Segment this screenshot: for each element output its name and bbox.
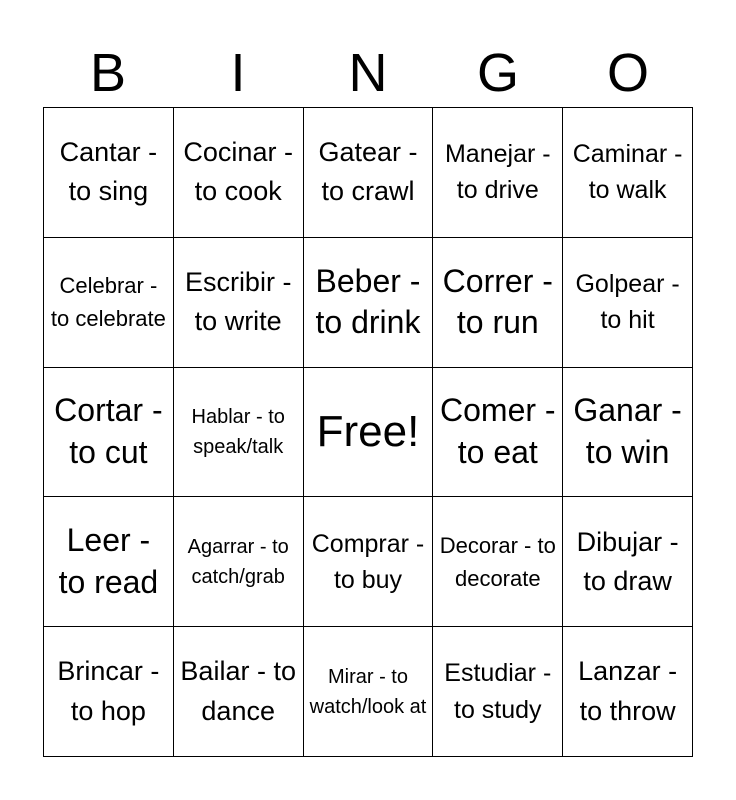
cell-text: Comer - to eat — [440, 392, 556, 470]
cell-text: Hablar - to speak/talk — [191, 405, 285, 458]
bingo-cell[interactable] — [174, 627, 304, 757]
bingo-cell[interactable] — [304, 497, 434, 627]
header-letter-n: N — [348, 43, 388, 103]
bingo-cell[interactable] — [174, 368, 304, 498]
cell-text: Lanzar - to throw — [578, 656, 678, 726]
bingo-cell[interactable] — [433, 627, 563, 757]
cell-text: Dibujar - to draw — [576, 526, 679, 596]
cell-text: Caminar - to walk — [572, 140, 683, 205]
cell-text: Ganar - to win — [573, 392, 682, 470]
cell-text: Bailar - to dance — [180, 656, 296, 726]
cell-text: Leer - to read — [58, 522, 159, 600]
bingo-cell[interactable] — [44, 627, 174, 757]
bingo-cell[interactable] — [44, 497, 174, 627]
bingo-cell[interactable] — [563, 108, 693, 238]
bingo-cell[interactable] — [44, 108, 174, 238]
bingo-cell[interactable] — [433, 497, 563, 627]
cell-text: Golpear - to hit — [575, 269, 680, 335]
bingo-cell[interactable] — [563, 627, 693, 757]
header-letter-g: G — [476, 43, 519, 103]
bingo-cell[interactable] — [174, 238, 304, 368]
cell-text: Agarrar - to catch/grab — [187, 535, 289, 588]
bingo-cell[interactable] — [304, 108, 434, 238]
bingo-cell[interactable] — [304, 238, 434, 368]
header-letter-i: I — [230, 43, 246, 103]
bingo-cell[interactable] — [174, 108, 304, 238]
bingo-cell[interactable] — [433, 108, 563, 238]
cell-text: Brincar - to hop — [57, 656, 160, 726]
cell-text: Celebrar - to celebrate — [50, 273, 166, 332]
bingo-cell[interactable] — [44, 238, 174, 368]
cell-text: Gatear - to crawl — [318, 137, 418, 207]
cell-text: Manejar - to drive — [444, 140, 551, 205]
cell-text: Comprar - to buy — [311, 529, 425, 594]
cell-text: Mirar - to watch/look at — [309, 665, 427, 718]
free-space-text: Free! — [316, 406, 420, 456]
bingo-grid — [43, 107, 693, 757]
bingo-cell[interactable] — [563, 238, 693, 368]
header-letter-o: O — [606, 43, 649, 103]
bingo-header — [43, 38, 693, 108]
bingo-cell[interactable] — [433, 238, 563, 368]
bingo-cell[interactable] — [563, 368, 693, 498]
bingo-cell[interactable] — [433, 368, 563, 498]
cell-text: Cortar - to cut — [54, 392, 163, 470]
cell-text: Escribir - to write — [184, 267, 292, 337]
bingo-cell[interactable] — [174, 497, 304, 627]
header-letter-b: B — [89, 43, 127, 103]
free-space-cell[interactable] — [304, 368, 434, 498]
cell-text: Cocinar - to cook — [183, 137, 293, 207]
cell-text: Beber - to drink — [315, 262, 421, 341]
bingo-cell[interactable] — [44, 368, 174, 498]
bingo-cell[interactable] — [563, 497, 693, 627]
cell-text: Cantar - to sing — [59, 137, 158, 207]
bingo-cell[interactable] — [304, 627, 434, 757]
cell-text: Correr - to run — [442, 262, 553, 341]
cell-text: Decorar - to decorate — [439, 532, 556, 591]
cell-text: Estudiar - to study — [444, 659, 552, 724]
